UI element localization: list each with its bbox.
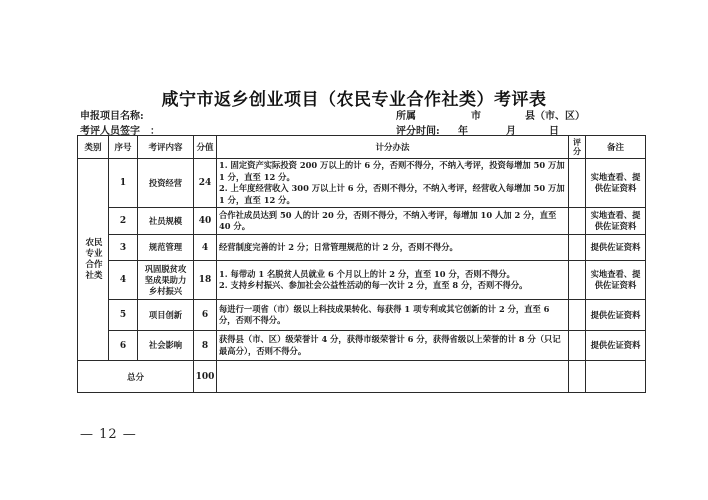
method-line: 2. 支持乡村振兴、参加社会公益性活动的每一次计 2 分，直至 8 分，否则不得分。 (219, 280, 528, 290)
method-line: 1. 每带动 1 名脱贫人员就业 6 个月以上的计 2 分，直至 10 分，否则不得分。 (219, 268, 515, 279)
total-row (78, 361, 646, 393)
content-cell: 项目创新 (138, 300, 194, 331)
content-cell: 投资经营 (138, 159, 194, 208)
score-cell[interactable] (569, 331, 586, 361)
score-time-label: 评分时间: (396, 126, 440, 137)
points-cell: 24 (194, 159, 217, 208)
remarks-cell: 实地查看、提供佐证资料 (586, 208, 646, 235)
header-score: 评分 (569, 136, 586, 159)
day-label: 日 (549, 126, 559, 137)
table-header-row (78, 136, 646, 159)
seq-cell: 6 (109, 331, 138, 361)
score-cell[interactable] (569, 208, 586, 235)
score-cell[interactable] (569, 159, 586, 208)
county-label: 县（市、区） (525, 111, 585, 122)
method-line: 1. 固定资产实际投资 200 万以上的计 6 分，否则不得分，不纳入考评，投资每增加 50 万加 1 分，直至 12 分。 (219, 160, 565, 182)
seq-cell: 5 (109, 300, 138, 331)
method-cell (217, 300, 569, 331)
seq-cell: 2 (109, 208, 138, 235)
year-label: 年 (458, 126, 468, 137)
remarks-cell: 提供佐证资料 (586, 331, 646, 361)
points-cell: 18 (194, 261, 217, 300)
method-cell (217, 159, 569, 208)
score-cell[interactable] (569, 300, 586, 331)
header-seq: 序号 (109, 136, 138, 159)
content-cell: 社员规模 (138, 208, 194, 235)
method-cell (217, 331, 569, 361)
month-label: 月 (506, 126, 516, 137)
points-cell: 4 (194, 235, 217, 261)
table-row (78, 235, 646, 261)
header-content: 考评内容 (138, 136, 194, 159)
evaluation-table (77, 135, 646, 393)
remarks-cell: 提供佐证资料 (586, 235, 646, 261)
seq-cell: 4 (109, 261, 138, 300)
points-cell: 40 (194, 208, 217, 235)
header-remarks: 备注 (586, 136, 646, 159)
method-line: 每进行一项省（市）级以上科技成果转化、每获得 1 项专利或其它创新的计 2 分，直至 6 分，否则不得分。 (219, 303, 550, 325)
content-cell: 规范管理 (138, 235, 194, 261)
method-line: 合作社成员达到 50 人的计 20 分，否则不得分，不纳入考评，每增加 10 人加 2 分，直至 40 分。 (219, 209, 557, 231)
project-name-label: 申报项目名称: (80, 111, 144, 122)
header-category: 类别 (78, 136, 109, 159)
remarks-cell: 提供佐证资料 (586, 300, 646, 331)
reviewer-signature-label: 考评人员签字 (80, 126, 140, 137)
total-label: 总分 (78, 361, 194, 393)
seq-cell: 3 (109, 235, 138, 261)
points-cell: 8 (194, 331, 217, 361)
total-method-cell (217, 361, 569, 393)
remarks-cell: 实地查看、提供佐证资料 (586, 261, 646, 300)
content-cell: 社会影响 (138, 331, 194, 361)
table-row (78, 331, 646, 361)
method-cell (217, 235, 569, 261)
header-points: 分值 (194, 136, 217, 159)
table-row (78, 159, 646, 208)
method-cell (217, 208, 569, 235)
remarks-cell: 实地查看、提供佐证资料 (586, 159, 646, 208)
method-line: 经营制度完善的计 2 分；日常管理规范的计 2 分，否则不得分。 (219, 241, 458, 252)
method-line: 2. 上年度经营收入 300 万以上计 6 分，否则不得分，不纳入考评，经营收入每增加 50 万加 1 分，直至 12 分。 (219, 183, 565, 205)
document-title: 咸宁市返乡创业项目（农民专业合作社类）考评表 (161, 90, 547, 110)
method-line: 获得县（市、区）级荣誉计 4 分，获得市级荣誉计 6 分，获得省级以上荣誉的计 8 分（只记最高分），否则不得分。 (219, 334, 561, 356)
score-cell[interactable] (569, 235, 586, 261)
content-cell: 巩固脱贫攻坚成果助力乡村振兴 (138, 261, 194, 300)
total-points: 100 (194, 361, 217, 393)
seq-cell: 1 (109, 159, 138, 208)
city-label: 市 (471, 111, 481, 122)
method-cell (217, 261, 569, 300)
category-cell: 农民专业合作社类 (78, 159, 109, 361)
total-score-cell[interactable] (569, 361, 586, 393)
score-cell[interactable] (569, 261, 586, 300)
table-row (78, 208, 646, 235)
header-method: 计分办法 (217, 136, 569, 159)
page-number: — 12 — (80, 427, 137, 442)
affiliation-label: 所属 (396, 111, 416, 122)
table-row (78, 300, 646, 331)
reviewer-signature-colon: ： (150, 126, 160, 137)
points-cell: 6 (194, 300, 217, 331)
table-row (78, 261, 646, 300)
total-remarks-cell (586, 361, 646, 393)
